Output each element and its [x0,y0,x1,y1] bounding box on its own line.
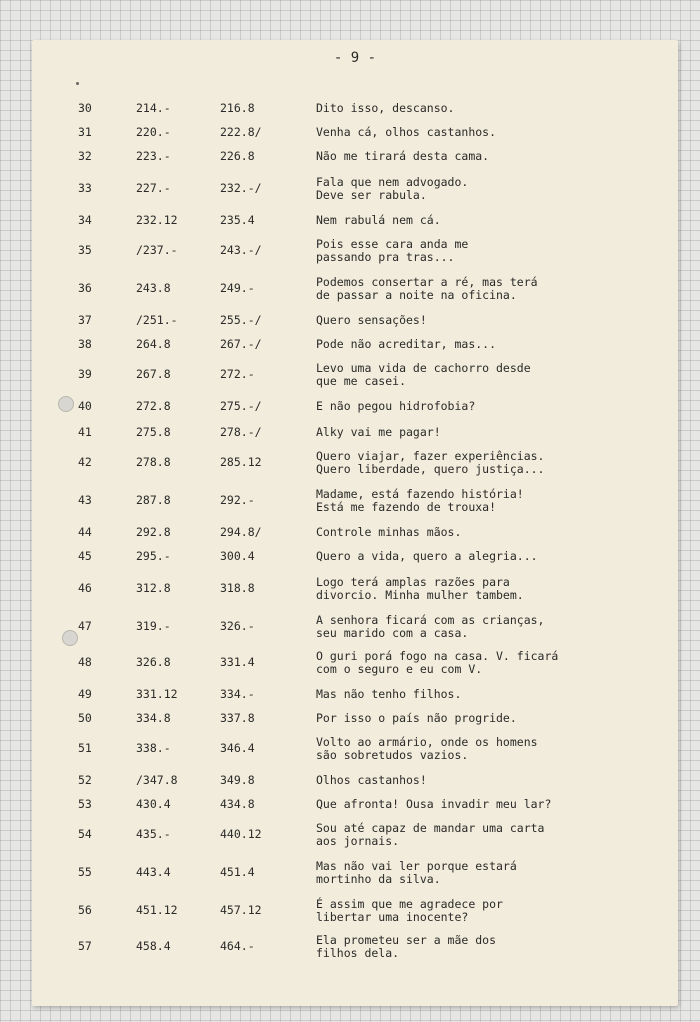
timecode-in: 232.12 [136,213,178,227]
row-number: 43 [78,493,92,507]
subtitle-line: Deve ser rabula. [316,188,427,202]
row-number: 30 [78,101,92,115]
timecode-out: 278.-/ [220,425,262,439]
timecode-out: 434.8 [220,797,255,811]
timecode-in: 223.- [136,149,171,163]
row-number: 33 [78,181,92,195]
subtitle-line: que me casei. [316,374,407,388]
subtitle-text [316,898,656,924]
subtitle-line: É assim que me agradece por [316,897,503,911]
row-number: 53 [78,797,92,811]
row-number: 52 [78,773,92,787]
subtitle-line: Madame, está fazendo história! [316,487,524,501]
row-number: 45 [78,549,92,563]
timecode-in: 267.8 [136,367,171,381]
punch-hole [58,396,74,412]
subtitle-text [316,526,656,539]
row-number: 54 [78,827,92,841]
subtitle-line: Logo terá amplas razões para [316,575,510,589]
timecode-out: 464.- [220,939,255,953]
subtitle-line: passando pra tras... [316,250,455,264]
subtitle-line: Quero a vida, quero a alegria... [316,549,538,563]
subtitle-line: E não pegou hidrofobia? [316,399,476,413]
subtitle-line: Quero sensações! [316,313,427,327]
subtitle-text [316,276,656,302]
subtitle-line: Pode não acreditar, mas... [316,337,497,351]
subtitle-text [316,822,656,848]
row-number: 31 [78,125,92,139]
subtitle-line: de passar a noite na oficina. [316,288,517,302]
subtitle-line: Olhos castanhos! [316,773,427,787]
subtitle-line: com o seguro e eu com V. [316,662,483,676]
timecode-out: 216.8 [220,101,255,115]
subtitle-line: divorcio. Minha mulher tambem. [316,588,524,602]
timecode-in: 220.- [136,125,171,139]
subtitle-text [316,176,656,202]
timecode-out: 294.8/ [220,525,262,539]
subtitle-text [316,550,656,563]
row-number: 48 [78,655,92,669]
row-number: 44 [78,525,92,539]
subtitle-text [316,214,656,227]
subtitle-line: Levo uma vida de cachorro desde [316,361,531,375]
timecode-out: 331.4 [220,655,255,669]
subtitle-text [316,238,656,264]
page-number: - 9 - [333,50,377,66]
timecode-in: 430.4 [136,797,171,811]
subtitle-text [316,650,656,676]
timecode-in: 278.8 [136,455,171,469]
timecode-in: /251.- [136,313,178,327]
timecode-out: 337.8 [220,711,255,725]
timecode-in: 214.- [136,101,171,115]
row-number: 56 [78,903,92,917]
subtitle-text [316,338,656,351]
subtitle-line: Volto ao armário, onde os homens [316,735,538,749]
row-number: 57 [78,939,92,953]
timecode-out: 326.- [220,619,255,633]
timecode-in: 312.8 [136,581,171,595]
row-number: 38 [78,337,92,351]
subtitle-text [316,150,656,163]
subtitle-line: libertar uma inocente? [316,910,469,924]
timecode-in: 272.8 [136,399,171,413]
subtitle-text [316,362,656,388]
timecode-in: 275.8 [136,425,171,439]
subtitle-line: O guri porá fogo na casa. V. ficará [316,649,559,663]
subtitle-line: Venha cá, olhos castanhos. [316,125,497,139]
timecode-out: 235.4 [220,213,255,227]
timecode-out: 318.8 [220,581,255,595]
row-number: 37 [78,313,92,327]
timecode-out: 232.-/ [220,181,262,195]
timecode-out: 249.- [220,281,255,295]
row-number: 41 [78,425,92,439]
timecode-in: 292.8 [136,525,171,539]
subtitle-line: Quero viajar, fazer experiências. [316,449,545,463]
punch-hole [62,630,78,646]
timecode-out: 285.12 [220,455,262,469]
timecode-in: 334.8 [136,711,171,725]
subtitle-line: mortinho da silva. [316,872,441,886]
subtitle-text [316,400,656,413]
timecode-out: 457.12 [220,903,262,917]
timecode-out: 275.-/ [220,399,262,413]
timecode-in: 331.12 [136,687,178,701]
subtitle-line: Nem rabulá nem cá. [316,213,441,227]
subtitle-line: Quero liberdade, quero justiça... [316,462,545,476]
subtitle-text [316,712,656,725]
timecode-out: 226.8 [220,149,255,163]
timecode-in: 458.4 [136,939,171,953]
timecode-in: /237.- [136,243,178,257]
subtitle-text [316,774,656,787]
row-number: 34 [78,213,92,227]
timecode-out: 222.8/ [220,125,262,139]
subtitle-text [316,934,656,960]
subtitle-line: Ela prometeu ser a mãe dos [316,933,497,947]
subtitle-line: Fala que nem advogado. [316,175,469,189]
row-number: 36 [78,281,92,295]
timecode-in: 451.12 [136,903,178,917]
row-number: 35 [78,243,92,257]
timecode-in: 326.8 [136,655,171,669]
subtitle-line: Que afronta! Ousa invadir meu lar? [316,797,552,811]
subtitle-line: A senhora ficará com as crianças, [316,613,545,627]
subtitle-text [316,860,656,886]
subtitle-line: Pois esse cara anda me [316,237,469,251]
subtitle-line: Não me tirará desta cama. [316,149,490,163]
timecode-in: 338.- [136,741,171,755]
timecode-in: 227.- [136,181,171,195]
row-number: 32 [78,149,92,163]
subtitle-text [316,576,656,602]
subtitle-line: Está me fazendo de trouxa! [316,500,497,514]
subtitle-text [316,614,656,640]
subtitle-text [316,102,656,115]
subtitle-text [316,450,656,476]
subtitle-line: Mas não vai ler porque estará [316,859,517,873]
timecode-in: 435.- [136,827,171,841]
row-number: 47 [78,619,92,633]
subtitle-text [316,736,656,762]
row-number: 40 [78,399,92,413]
subtitle-line: aos jornais. [316,834,400,848]
subtitle-line: seu marido com a casa. [316,626,469,640]
subtitle-text [316,488,656,514]
subtitle-line: Podemos consertar a ré, mas terá [316,275,538,289]
ink-dot [76,82,79,85]
timecode-out: 451.4 [220,865,255,879]
timecode-in: 243.8 [136,281,171,295]
timecode-out: 440.12 [220,827,262,841]
timecode-in: 443.4 [136,865,171,879]
timecode-out: 346.4 [220,741,255,755]
subtitle-line: são sobretudos vazios. [316,748,469,762]
subtitle-line: Mas não tenho filhos. [316,687,462,701]
subtitle-line: filhos dela. [316,946,400,960]
timecode-out: 255.-/ [220,313,262,327]
row-number: 49 [78,687,92,701]
subtitle-line: Por isso o país não progride. [316,711,517,725]
subtitle-line: Alky vai me pagar! [316,425,441,439]
subtitle-line: Sou até capaz de mandar uma carta [316,821,545,835]
timecode-out: 300.4 [220,549,255,563]
timecode-out: 292.- [220,493,255,507]
subtitle-text [316,688,656,701]
subtitle-text [316,426,656,439]
row-number: 46 [78,581,92,595]
row-number: 39 [78,367,92,381]
typed-page [32,40,678,1006]
subtitle-line: Controle minhas mãos. [316,525,462,539]
timecode-in: /347.8 [136,773,178,787]
timecode-in: 295.- [136,549,171,563]
timecode-out: 272.- [220,367,255,381]
subtitle-text [316,126,656,139]
timecode-in: 319.- [136,619,171,633]
row-number: 55 [78,865,92,879]
timecode-in: 264.8 [136,337,171,351]
timecode-out: 349.8 [220,773,255,787]
timecode-out: 267.-/ [220,337,262,351]
subtitle-text [316,798,656,811]
row-number: 51 [78,741,92,755]
timecode-out: 334.- [220,687,255,701]
row-number: 42 [78,455,92,469]
subtitle-line: Dito isso, descanso. [316,101,455,115]
row-number: 50 [78,711,92,725]
timecode-out: 243.-/ [220,243,262,257]
subtitle-text [316,314,656,327]
timecode-in: 287.8 [136,493,171,507]
